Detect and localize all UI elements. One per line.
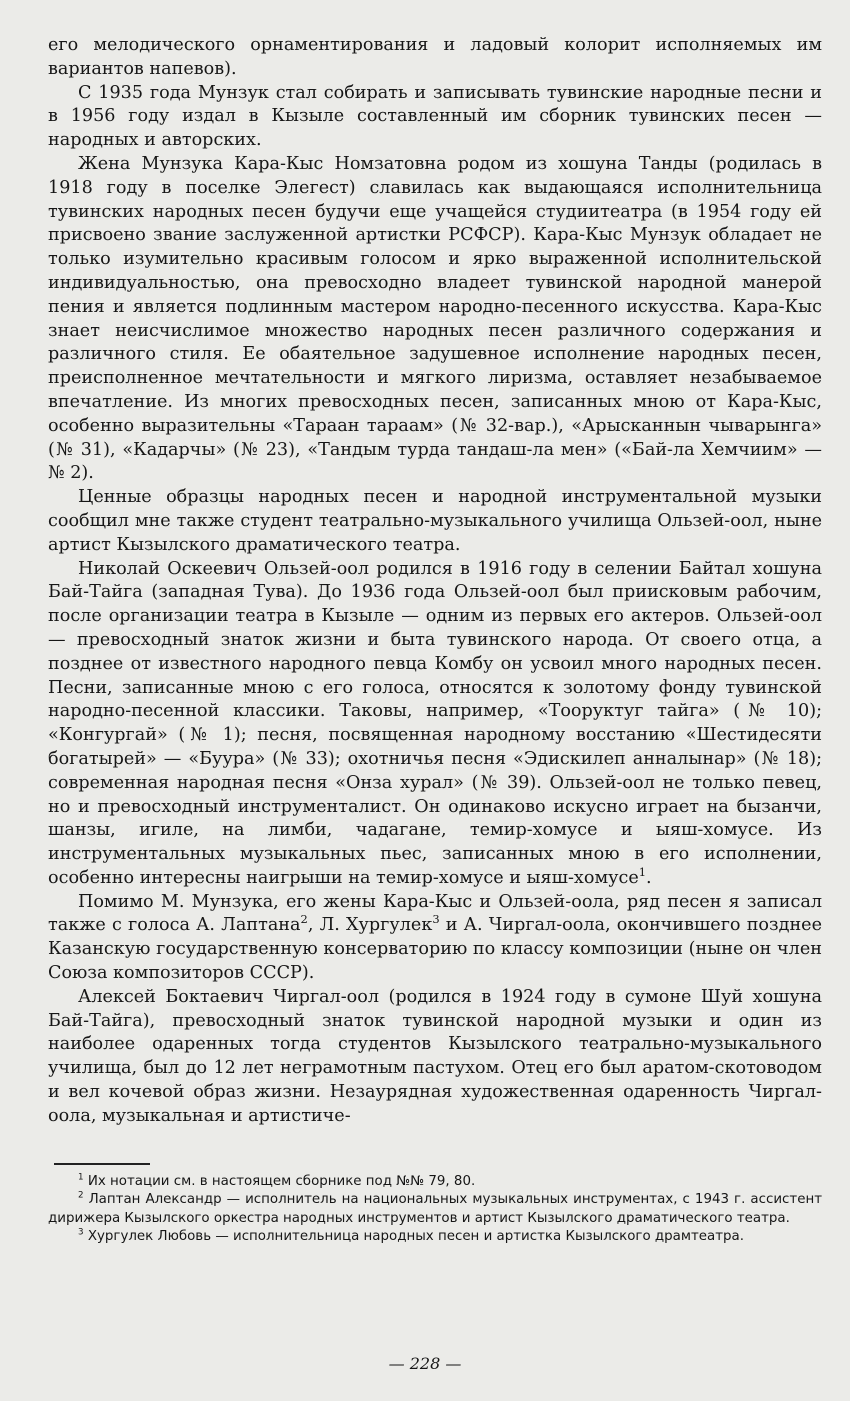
footnote-mark: 1 [78, 1172, 84, 1183]
footnote-text: Их нотации см. в настоящем сборнике под №№ 79, 80. [87, 1173, 476, 1189]
paragraph: Ценные образцы народных песен и народной инструментальной музыки сообщил мне также студент театрально-музыкального училища Ользей-оол, ныне артист Кызылского драматического театра. [48, 487, 822, 555]
body-text [48, 34, 822, 1129]
paragraph: С 1935 года Мунзук стал собирать и записывать тувинские народные песни и в 1956 году издал в Кызыле составленный им сборник тувинских песен — народных и авторских. [48, 82, 822, 151]
footnote-ref: 3 [432, 912, 440, 927]
paragraph-text: Помимо М. Мунзука, его жены Кара-Кыс и Ользей-оола, ряд песен я записал также с голоса А. Лаптана [48, 891, 822, 936]
footnote-mark: 2 [78, 1190, 84, 1201]
footnote-mark: 3 [78, 1227, 84, 1238]
footnote-divider [54, 1163, 150, 1165]
footnote-ref: 1 [638, 865, 647, 880]
paragraph-text: Николай Оскеевич Ользей-оол родился в 1916 году в селении Байтал хошуна Бай-Тайга (западная Тува). До 1936 года Ользей-оол был прииcковым рабочим, после организации театра в Кызыле — одним из первых его актеров. Ользей-оол — превосходный знаток жизни и быта тувинского народа. От своего отца, а позднее от известного народного певца Комбу он усвоил много народных песен. Песни, записанные мною с его голоса, относятся к золотому фонду тувинской народно-песенной классики. Таковы, например, «Тооруктуг тайга» (№ 10); «Конгургай» (№ 1); песня, посвященная народному восстанию «Шестидесяти богатырей» — «Буура» (№ 33); охотничья песня «Эдискилеп анналынар» (№ 18); современная народная песня «Онза хурал» (№ 39). Ользей-оол не только певец, но и превосходный инструменталист. Он одинаково искусно играет на бызанчи, шанзы, игиле, на лимби, чадагане, темир-хомусе и ыяш-хомусе. Из инструментальных музыкальных пьес, записанных мною в его исполнении, особенно интересны наигрыши на темир-хомусе и ыяш-хомусе [48, 558, 822, 888]
paragraph: Алексей Боктаевич Чиргал-оол (родился в 1924 году в сумоне Шуй хошуна Бай-Тайга), превосходный знаток тувинской народной музыки и один из наиболее одаренных тогда студентов Кызылского театрально-музыкального училища, был до 12 лет неграмотным пастухом. Отец его был аратом-скотоводом и вел кочевой образ жизни. Незаурядная художественная одаренность Чиргал-оола, музыкальная и артистиче- [48, 986, 822, 1126]
footnote [48, 1173, 822, 1192]
paragraph-continued: его мелодического орнаментирования и ладовый колорит исполняемых им вариантов напевов). [48, 35, 822, 79]
footnote [48, 1191, 822, 1228]
paragraph [48, 891, 822, 986]
paragraph [48, 558, 822, 891]
paragraph-text: и А. Чиргал-оола, окончившего позднее Казанскую государственную консерваторию по классу композиции (ныне он член Союза композиторов СССР). [48, 915, 822, 984]
footnote-ref: 2 [300, 912, 308, 927]
footnote-text: Хургулек Любовь — исполнительница народных песен и артистка Кызылского драмтеатра. [87, 1229, 744, 1245]
page-number: — 228 — [388, 1354, 462, 1373]
footnote [48, 1228, 822, 1247]
paragraph-text: . [646, 867, 652, 888]
paragraph-text: , Л. Хургулек [307, 915, 433, 936]
paragraph: Жена Мунзука Кара-Кыс Номзатовна родом из хошуна Танды (родилась в 1918 году в поселке Элегест) славилась как выдающаяся исполнительница тувинских народных песен будучи еще учащейся студиитеатра (в 1954 году ей присвоено звание заслуженной артистки РСФСР). Кара-Кыс Мунзук обладает не только изумительно красивым голосом и ярко выраженной исполнительской индивидуальностью, она превосходно владеет тувинской народной манерой пения и является подлинным мастером народно-песенного искусства. Кара-Кыс знает неисчислимое множество народных песен различного содержания и различного стиля. Ее обаятельное задушевное исполнение народных песен, преисполненное мечтательности и мягкого лиризма, оставляет незабываемое впечатление. Из многих превосходных песен, записанных мною от Кара-Кыс, особенно выразительны «Тараан тараам» (№ 32-вар.), «Арысканнын чыварынга» (№ 31), «Кадарчы» (№ 23), «Тандым турда тандаш-ла мен» («Бай-ла Хемчиим» — № 2). [48, 153, 822, 484]
footnotes [48, 1173, 822, 1247]
footnote-text: Лаптан Александр — исполнитель на национальных музыкальных инструментах, с 1943 г. ассистент дирижера Кызылского оркестра народных инструментов и артист Кызылского драматического театра. [48, 1192, 822, 1226]
